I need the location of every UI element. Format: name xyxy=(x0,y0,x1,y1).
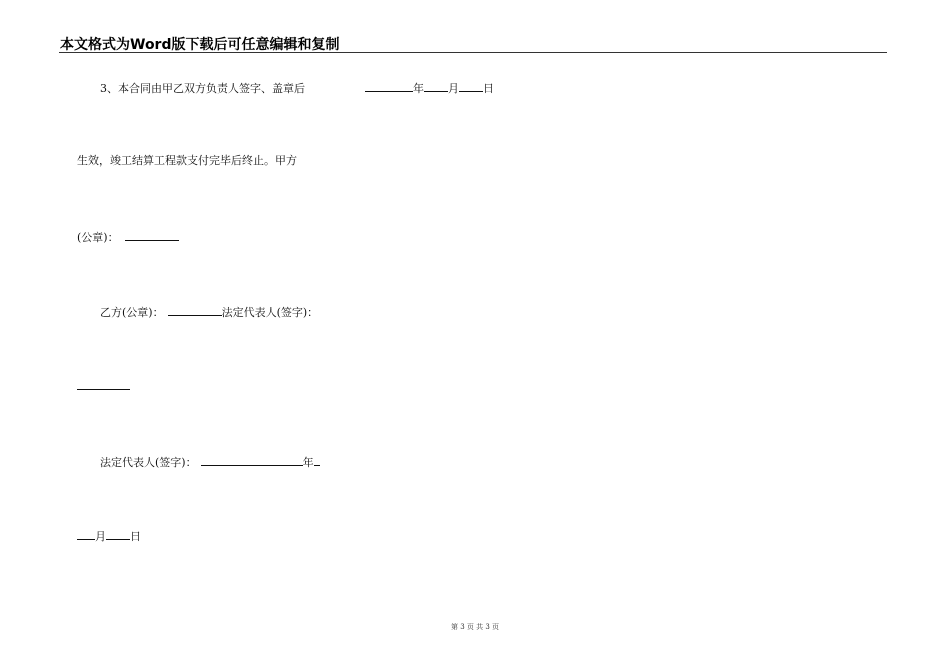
seal-label: (公章)： xyxy=(77,231,119,244)
year-label: 年 xyxy=(413,82,424,95)
signature-blank-line xyxy=(77,378,130,394)
signature-blank xyxy=(77,378,130,390)
legal-rep-sign-line xyxy=(100,454,320,470)
contract-clause-line xyxy=(77,154,297,168)
date-line xyxy=(77,528,141,544)
year-tail-blank xyxy=(314,454,320,466)
signature-blank xyxy=(201,454,303,466)
month-label: 月 xyxy=(448,82,459,95)
clause-text: 生效，竣工结算工程款支付完毕后终止。甲方 xyxy=(77,154,297,167)
party-b-seal-blank xyxy=(168,304,222,316)
party-a-seal-line xyxy=(77,229,179,245)
party-b-seal-label: 乙方(公章)： xyxy=(100,306,164,319)
day-label: 日 xyxy=(130,530,141,543)
contract-clause-line xyxy=(100,80,494,96)
party-b-seal-line xyxy=(100,304,318,320)
year-label: 年 xyxy=(302,456,314,469)
month-blank xyxy=(77,528,95,540)
seal-blank xyxy=(125,229,179,241)
day-label: 日 xyxy=(483,82,494,95)
month-label: 月 xyxy=(95,530,106,543)
page-number: 第 3 页 共 3 页 xyxy=(450,623,500,631)
day-blank xyxy=(459,80,483,92)
document-header-title: 本文格式为Word版下载后可任意编辑和复制 xyxy=(60,37,340,53)
clause-text: 3、本合同由甲乙双方负责人签字、盖章后 xyxy=(100,82,305,95)
legal-rep-label: 法定代表人(签字)： xyxy=(100,456,197,469)
year-blank xyxy=(365,80,413,92)
day-blank xyxy=(106,528,130,540)
month-blank xyxy=(424,80,448,92)
header-divider xyxy=(59,52,887,53)
legal-rep-label: 法定代表人(签字)： xyxy=(221,306,319,319)
